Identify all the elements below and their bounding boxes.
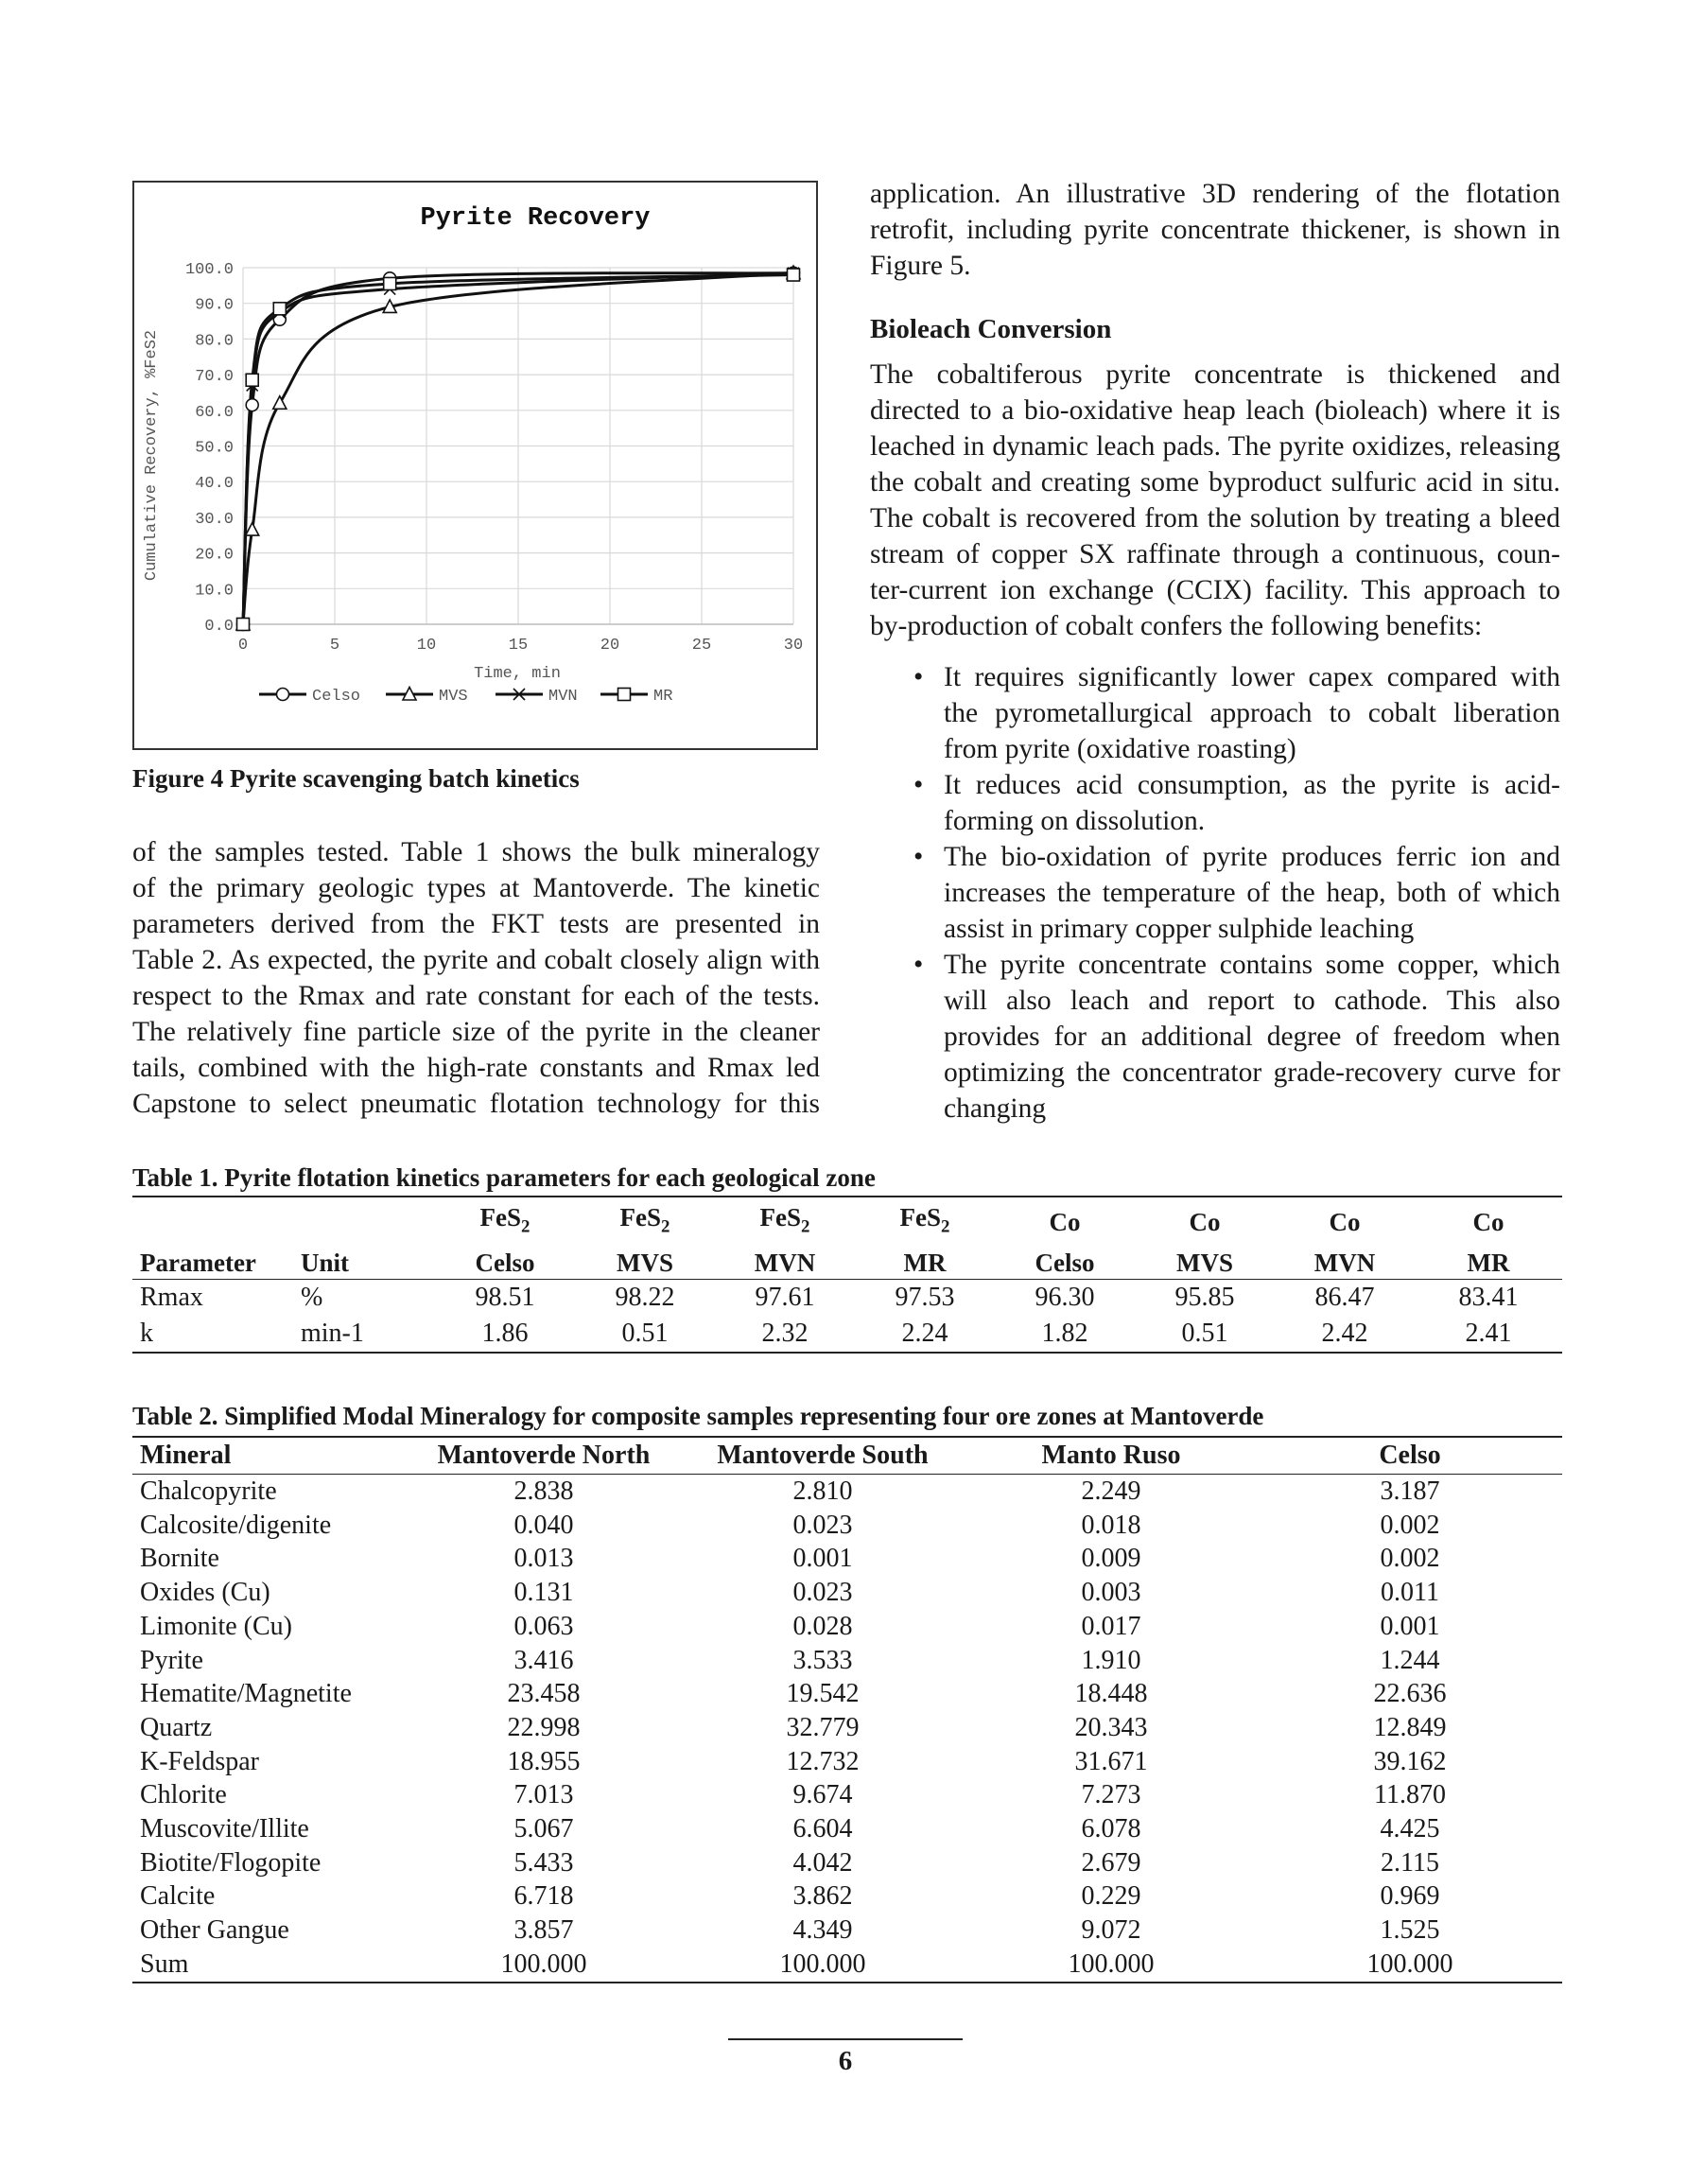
text-line: of the samples tested. Table 1 shows the bulk mineralogy	[132, 837, 820, 867]
table1-caption: Table 1. Pyrite flotation kinetics parameters for each geological zone	[132, 1163, 876, 1192]
text-line: stream of copper SX raffinate through a continuous, coun-	[870, 539, 1560, 569]
data-point-mr	[237, 619, 250, 631]
y-tick-label: 40.0	[195, 475, 234, 494]
table1-header-text: FeS	[759, 1203, 802, 1232]
subscript: 2	[801, 1216, 810, 1237]
table2-header-cell: Manto Ruso	[965, 1437, 1258, 1475]
table-cell: 1.910	[1081, 1645, 1141, 1675]
table-row	[132, 1475, 1562, 1509]
table-row	[132, 1745, 1562, 1779]
table-row	[132, 1913, 1562, 1948]
table-cell: 6.718	[513, 1881, 574, 1912]
data-point-mr	[384, 277, 396, 289]
table1-header-text: Co	[1189, 1208, 1221, 1237]
table-cell: k	[140, 1319, 153, 1349]
y-tick-label: 30.0	[195, 510, 234, 529]
table1-header-cell: MVS	[1135, 1243, 1275, 1280]
table1-header-cell	[995, 1197, 1135, 1243]
table1-header-text: FeS	[899, 1203, 942, 1232]
table2-header-cell: Celso	[1258, 1437, 1562, 1475]
table-cell: 5.067	[513, 1814, 574, 1844]
table-cell: 0.51	[621, 1319, 669, 1349]
table-cell: Biotite/Flogopite	[140, 1847, 322, 1878]
table-cell: 3.857	[513, 1915, 574, 1946]
table-cell: 0.013	[513, 1544, 574, 1574]
table1-header-row-bottom	[132, 1243, 1562, 1280]
y-axis-label: Cumulative Recovery, %FeS2	[143, 329, 161, 582]
table1-header-cell	[575, 1197, 715, 1243]
data-point-mvs	[246, 523, 259, 536]
table-cell: 4.042	[792, 1847, 853, 1878]
data-point-mr	[788, 269, 800, 281]
y-tick-label: 90.0	[195, 296, 234, 315]
table-cell: 11.870	[1374, 1780, 1446, 1810]
table1-header-cell	[435, 1197, 575, 1243]
table-cell: 97.61	[755, 1283, 815, 1313]
x-tick-label: 30	[783, 637, 804, 655]
table-cell: 0.002	[1380, 1510, 1440, 1540]
table1-header-cell	[132, 1197, 293, 1243]
table-cell: min-1	[301, 1319, 364, 1349]
table1-header-cell: MR	[855, 1243, 995, 1280]
table2	[132, 1436, 1562, 1983]
figure-caption: Figure 4 Pyrite scavenging batch kinetics	[132, 764, 580, 793]
table1-header-cell	[855, 1197, 995, 1243]
table-cell: 6.604	[792, 1814, 853, 1844]
right-column-paragraph	[870, 357, 1560, 644]
table-cell: 2.24	[901, 1319, 948, 1349]
table-row	[132, 1542, 1562, 1576]
table-cell: 86.47	[1314, 1283, 1375, 1313]
table-cell: 0.040	[513, 1510, 574, 1540]
table-cell: 2.115	[1381, 1847, 1439, 1878]
table-cell: 31.671	[1074, 1746, 1148, 1776]
table-cell: Muscovite/Illite	[140, 1814, 309, 1844]
table1-header-text: Co	[1049, 1208, 1081, 1237]
y-tick-label: 0.0	[204, 618, 234, 636]
table-cell: %	[301, 1283, 323, 1313]
table-cell: 1.86	[481, 1319, 529, 1349]
table-cell: 1.525	[1380, 1915, 1440, 1946]
footer-rule	[728, 2038, 963, 2040]
table-cell: 18.955	[507, 1746, 581, 1776]
table-cell: 12.849	[1373, 1712, 1447, 1742]
legend-label-mr: MR	[653, 688, 673, 706]
table-row	[132, 1576, 1562, 1610]
text-line: ter-current ion exchange (CCIX) facility. This approach to	[870, 575, 1560, 605]
table-cell: 0.017	[1081, 1611, 1141, 1641]
table-row	[132, 1316, 1562, 1353]
x-axis-label: Time, min	[474, 665, 561, 683]
list-item: • The pyrite concentrate contains some copper, which will also leach and report to cathode. This also provides for an additional degree of freedom when optimizing the concentrator grade-recovery curve for changing	[906, 947, 1560, 1127]
table-cell: 22.998	[507, 1712, 581, 1742]
table1-header-cell	[1135, 1197, 1275, 1243]
table-cell: 0.028	[792, 1611, 853, 1641]
table2-caption: Table 2. Simplified Modal Mineralogy for composite samples representing four ore zones at Mantoverde	[132, 1402, 1264, 1430]
table-row	[132, 1610, 1562, 1644]
table-cell: 0.002	[1380, 1544, 1440, 1574]
x-tick-label: 0	[237, 637, 249, 655]
page-number: 6	[838, 2046, 853, 2076]
table2-header-cell: Mineral	[132, 1437, 407, 1475]
y-tick-label: 100.0	[184, 261, 234, 279]
table-cell: 12.732	[786, 1746, 860, 1776]
table-cell: 0.51	[1181, 1319, 1228, 1349]
chart-title: Pyrite Recovery	[420, 204, 651, 233]
table-cell: 0.023	[792, 1510, 853, 1540]
table-cell: 2.810	[792, 1476, 853, 1506]
text-line: respect to the Rmax and rate constant for each of the tests.	[132, 981, 820, 1011]
data-point-celso	[246, 399, 258, 411]
benefits-list	[906, 659, 1560, 1127]
table-cell: 7.013	[513, 1780, 574, 1810]
text-line: the cobalt and creating some byproduct sulfuric acid in situ.	[870, 467, 1560, 498]
table-cell: 0.001	[1380, 1611, 1440, 1641]
table-cell: 0.018	[1081, 1510, 1141, 1540]
table-cell: 97.53	[895, 1283, 955, 1313]
table-row	[132, 1879, 1562, 1913]
table-cell: K-Feldspar	[140, 1746, 259, 1776]
x-tick-label: 5	[329, 637, 340, 655]
text-line: tails, combined with the high-rate constants and Rmax led	[132, 1053, 820, 1083]
table-cell: 7.273	[1081, 1780, 1141, 1810]
data-point-mr	[273, 303, 286, 315]
text-line: Capstone to select pneumatic flotation technology for this	[132, 1089, 820, 1119]
table-cell: 98.22	[615, 1283, 675, 1313]
y-tick-label: 80.0	[195, 332, 234, 351]
legend-label-celso: Celso	[312, 688, 361, 706]
table-cell: 6.078	[1081, 1814, 1141, 1844]
text-line: Table 2. As expected, the pyrite and cobalt closely align with	[132, 945, 820, 975]
left-column-paragraph	[132, 834, 820, 1122]
x-tick-label: 20	[600, 637, 620, 655]
table-cell: 3.187	[1380, 1476, 1440, 1506]
data-point-mr	[246, 374, 258, 386]
subscript: 2	[521, 1216, 530, 1237]
table1-header-text: Co	[1329, 1208, 1361, 1237]
table-cell: 39.162	[1373, 1746, 1447, 1776]
pyrite-recovery-chart	[134, 183, 816, 748]
table-cell: 83.41	[1458, 1283, 1519, 1313]
table-cell: Oxides (Cu)	[140, 1578, 270, 1608]
table-row	[132, 1812, 1562, 1846]
text-line: leached in dynamic leach pads. The pyrite oxidizes, releasing	[870, 431, 1560, 462]
table1-header-cell	[293, 1197, 435, 1243]
table-cell: 100.000	[1068, 1948, 1155, 1979]
text-line: The relatively fine particle size of the pyrite in the cleaner	[132, 1017, 820, 1047]
table-cell: 100.000	[1366, 1948, 1453, 1979]
x-tick-label: 10	[416, 637, 437, 655]
table1-header-cell	[715, 1197, 855, 1243]
table-cell: 9.674	[792, 1780, 853, 1810]
table-cell: 32.779	[786, 1712, 860, 1742]
table-row	[132, 1711, 1562, 1745]
table-cell: 18.448	[1074, 1679, 1148, 1709]
table-cell: 0.229	[1081, 1881, 1141, 1912]
table1-header-cell	[1415, 1197, 1562, 1243]
y-tick-label: 50.0	[195, 439, 234, 458]
list-item: • The bio-oxidation of pyrite produces ferric ion and increases the temperature of the heap, both of which assist in primary copper sulphide leaching	[906, 839, 1560, 947]
text-line: of the primary geologic types at Mantoverde. The kinetic	[132, 873, 820, 903]
legend-marker-mr	[618, 689, 631, 701]
table1-header-cell: Parameter	[132, 1243, 293, 1280]
y-tick-label: 70.0	[195, 368, 234, 387]
table-cell: 22.636	[1373, 1679, 1447, 1709]
table-cell: 2.42	[1321, 1319, 1368, 1349]
table1-header-text: FeS	[479, 1203, 522, 1232]
table-cell: 3.862	[792, 1881, 853, 1912]
table-cell: 2.249	[1081, 1476, 1141, 1506]
table-cell: 0.003	[1081, 1578, 1141, 1608]
table1-header-cell: MVN	[1275, 1243, 1415, 1280]
table-row	[132, 1644, 1562, 1678]
table-cell: 3.416	[513, 1645, 574, 1675]
table-cell: 23.458	[507, 1679, 581, 1709]
table-cell: Bornite	[140, 1544, 219, 1574]
text-line: The cobalt is recovered from the solution by treating a bleed	[870, 503, 1560, 533]
table1-header-cell: MR	[1415, 1243, 1562, 1280]
table-cell: 9.072	[1081, 1915, 1141, 1946]
table-cell: 19.542	[786, 1679, 860, 1709]
table-cell: 0.063	[513, 1611, 574, 1641]
list-item: • It reduces acid consumption, as the pyrite is acid-forming on dissolution.	[906, 767, 1560, 839]
table-cell: Other Gangue	[140, 1915, 289, 1946]
text-line: parameters derived from the FKT tests are presented in	[132, 909, 820, 939]
table-cell: 4.425	[1380, 1814, 1440, 1844]
table-row	[132, 1778, 1562, 1812]
table-row	[132, 1677, 1562, 1711]
table-cell: 0.023	[792, 1578, 853, 1608]
table-cell: 2.32	[761, 1319, 809, 1349]
table2-header-cell: Mantoverde North	[407, 1437, 681, 1475]
table-cell: 0.969	[1380, 1881, 1440, 1912]
table1-header-cell: Celso	[995, 1243, 1135, 1280]
table-cell: Rmax	[140, 1283, 203, 1313]
table-cell: Chalcopyrite	[140, 1476, 277, 1506]
table1	[132, 1196, 1562, 1354]
table-cell: 0.001	[792, 1544, 853, 1574]
table-row	[132, 1846, 1562, 1880]
legend-label-mvn: MVN	[548, 688, 578, 706]
table-cell: Sum	[140, 1948, 189, 1979]
text-line: directed to a bio-oxidative heap leach (bioleach) where it is	[870, 395, 1560, 426]
x-tick-label: 25	[691, 637, 712, 655]
table-cell: 100.000	[779, 1948, 866, 1979]
table-cell: Calcosite/digenite	[140, 1510, 332, 1540]
text-line: The cobaltiferous pyrite concentrate is thickened and	[870, 359, 1560, 390]
table1-header-cell	[1275, 1197, 1415, 1243]
table2-header-row	[132, 1437, 1562, 1475]
table-cell: 3.533	[792, 1645, 853, 1675]
table1-header-text: Co	[1472, 1208, 1504, 1237]
table-row	[132, 1280, 1562, 1317]
table-cell: 20.343	[1074, 1712, 1148, 1742]
table1-header-cell: Celso	[435, 1243, 575, 1280]
figure-chart-frame	[132, 181, 818, 750]
table-cell: 2.838	[513, 1476, 574, 1506]
table2-header-cell: Mantoverde South	[681, 1437, 965, 1475]
table-cell: Limonite (Cu)	[140, 1611, 292, 1641]
table-cell: Calcite	[140, 1881, 216, 1912]
section-heading: Bioleach Conversion	[870, 314, 1112, 344]
table1-header-cell: MVN	[715, 1243, 855, 1280]
legend-label-mvs: MVS	[439, 688, 468, 706]
table-cell: Chlorite	[140, 1780, 227, 1810]
text-line: by-production of cobalt confers the following benefits:	[870, 611, 1483, 641]
table-cell: 5.433	[513, 1847, 574, 1878]
list-item: • It requires significantly lower capex compared with the pyrometallurgical approach to cobalt liberation from pyrite (oxidative roasting)	[906, 659, 1560, 767]
table-cell: 1.82	[1041, 1319, 1088, 1349]
table-cell: 1.244	[1380, 1645, 1440, 1675]
table-cell: 0.131	[513, 1578, 574, 1608]
table-cell: 0.011	[1381, 1578, 1439, 1608]
table-cell: 2.679	[1081, 1847, 1141, 1878]
table1-header-row-top	[132, 1197, 1562, 1243]
x-tick-label: 15	[508, 637, 529, 655]
table-row	[132, 1948, 1562, 1983]
text-line: retrofit, including pyrite concentrate thickener, is shown in	[870, 215, 1560, 245]
legend-marker-celso	[277, 689, 289, 701]
table-cell: 98.51	[475, 1283, 535, 1313]
table1-header-text: FeS	[619, 1203, 662, 1232]
table1-header-cell: MVS	[575, 1243, 715, 1280]
text-line: application. An illustrative 3D rendering of the flotation	[870, 179, 1560, 209]
table-cell: 2.41	[1465, 1319, 1512, 1349]
table-cell: Pyrite	[140, 1645, 203, 1675]
table-cell: 100.000	[500, 1948, 587, 1979]
y-tick-label: 60.0	[195, 403, 234, 422]
table-cell: Hematite/Magnetite	[140, 1679, 352, 1709]
subscript: 2	[941, 1216, 950, 1237]
right-column-intro	[870, 176, 1560, 284]
table-cell: Quartz	[140, 1712, 213, 1742]
text-line: Figure 5.	[870, 251, 971, 281]
y-tick-label: 10.0	[195, 582, 234, 601]
table1-header-cell: Unit	[293, 1243, 435, 1280]
table-cell: 0.009	[1081, 1544, 1141, 1574]
table-cell: 4.349	[792, 1915, 853, 1946]
table-row	[132, 1509, 1562, 1543]
table-cell: 95.85	[1174, 1283, 1235, 1313]
subscript: 2	[661, 1216, 670, 1237]
table-cell: 96.30	[1035, 1283, 1095, 1313]
y-tick-label: 20.0	[195, 546, 234, 565]
